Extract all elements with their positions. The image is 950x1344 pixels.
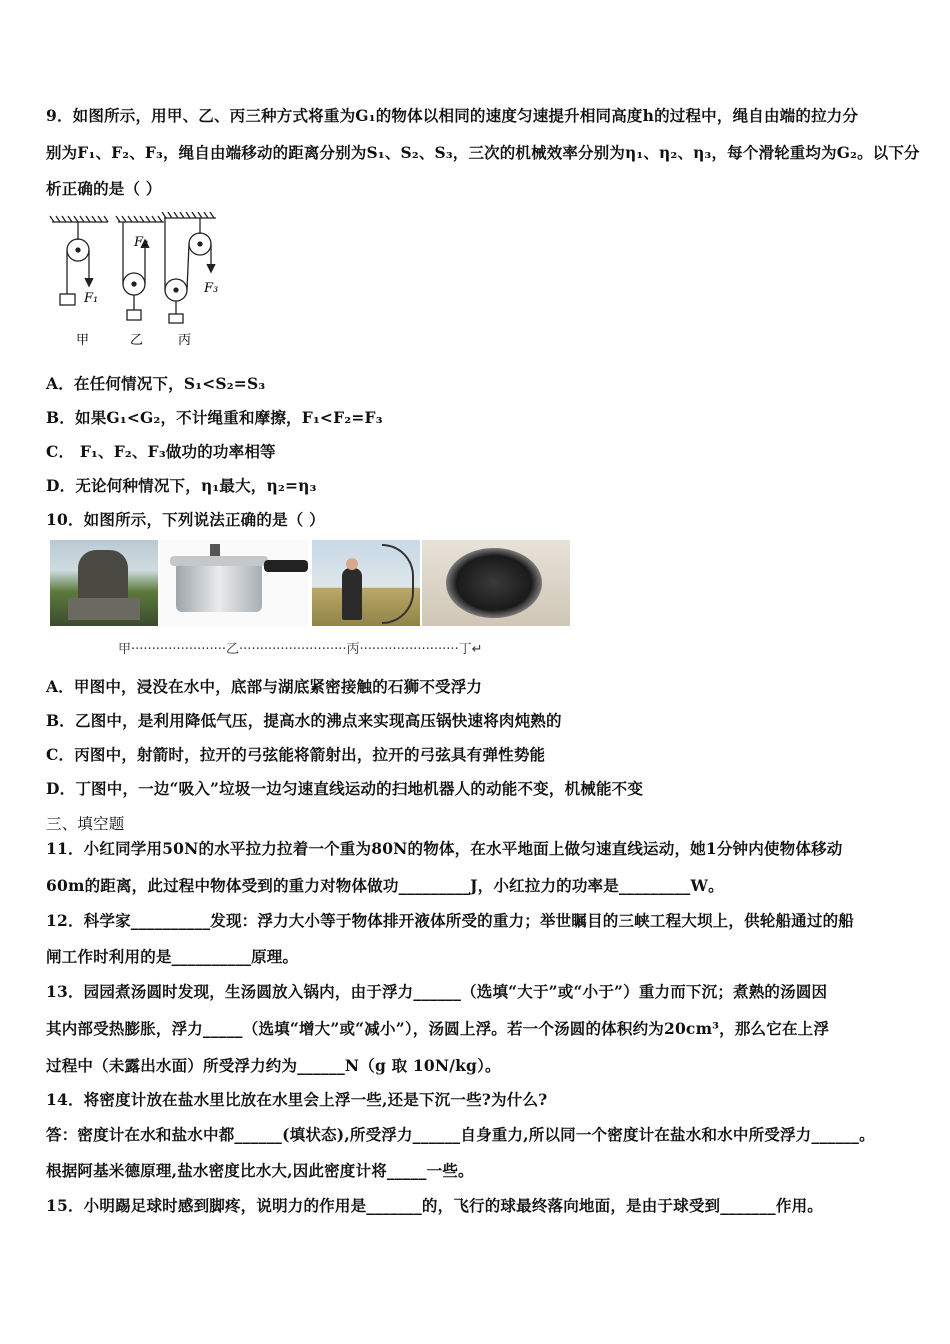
q9-stem-line1: 9．如图所示，用甲、乙、丙三种方式将重为G₁的物体以相同的速度匀速提升相同高度h的过程中，绳自由端的拉力分 — [46, 106, 859, 125]
pulley-figure — [46, 212, 236, 354]
q15-line1: 15．小明踢足球时感到脚疼，说明力的作用是_______的，飞行的球最终落向地面，是由于球受到_______作用。 — [46, 1196, 823, 1215]
q9-option-d: D．无论何种情况下，η₁最大，η₂=η₃ — [46, 476, 317, 495]
label-yi: 乙 — [130, 333, 144, 348]
q12-line2: 闸工作时利用的是__________原理。 — [46, 947, 299, 966]
q13-line3: 过程中（未露出水面）所受浮力约为______N（g 取 10N/kg）。 — [46, 1056, 501, 1075]
q13-line2: 其内部受热膨胀，浮力_____（选填“增大”或“减小”），汤圆上浮。若一个汤圆的体积约为20cm³，那么它在上浮 — [46, 1019, 830, 1038]
pressure-cooker-photo — [160, 540, 308, 626]
q10-option-d: D．丁图中，一边“吸入”垃圾一边匀速直线运动的扫地机器人的动能不变，机械能不变 — [46, 779, 644, 798]
q11-line2: 60m的距离，此过程中物体受到的重力对物体做功_________J，小红拉力的功率是_________W。 — [46, 876, 724, 895]
label-f3: F₃ — [204, 281, 219, 296]
archer-photo — [312, 540, 420, 626]
label-f2: F₂ — [134, 235, 149, 250]
q14-stem: 14．将密度计放在盐水里比放在水里会上浮一些,还是下沉一些?为什么? — [46, 1090, 548, 1109]
label-jia: 甲 — [76, 333, 90, 348]
stone-lion-photo — [50, 540, 158, 626]
q11-line1: 11．小红同学用50N的水平拉力拉着一个重为80N的物体，在水平地面上做匀速直线运动，她1分钟内使物体移动 — [46, 839, 843, 858]
q9-stem-line3: 析正确的是（ ） — [46, 179, 162, 198]
section-heading: 三、填空题 — [46, 815, 125, 833]
q12-line1: 12．科学家__________发现：浮力大小等于物体排开液体所受的重力；举世瞩目的三峡工程大坝上，供轮船通过的船 — [46, 911, 854, 930]
robot-vacuum-photo — [422, 540, 570, 626]
q14-answer-line1: 答：密度计在水和盐水中都______(填状态),所受浮力______自身重力,所以同一个密度计在盐水和水中所受浮力______。 — [46, 1125, 875, 1144]
q9-stem-line2: 别为F₁、F₂、F₃，绳自由端移动的距离分别为S₁、S₂、S₃，三次的机械效率分别为η₁、η₂、η₃，每个滑轮重均为G₂。以下分 — [46, 143, 920, 162]
q9-option-a: A．在任何情况下，S₁<S₂=S₃ — [46, 374, 266, 393]
q14-answer-line2: 根据阿基米德原理,盐水密度比水大,因此密度计将_____一些。 — [46, 1161, 474, 1180]
label-bing: 丙 — [178, 333, 192, 348]
q10-option-a: A．甲图中，浸没在水中，底部与湖底紧密接触的石狮不受浮力 — [46, 677, 483, 696]
q9-option-b: B．如果G₁<G₂，不计绳重和摩擦，F₁<F₂=F₃ — [46, 408, 383, 427]
q9-option-c: C． F₁、F₂、F₃做功的功率相等 — [46, 442, 276, 461]
q13-line1: 13．园园煮汤圆时发现，生汤圆放入锅内，由于浮力______（选填“大于”或“小于”）重力而下沉；煮熟的汤圆因 — [46, 982, 828, 1001]
q10-stem: 10．如图所示，下列说法正确的是（ ） — [46, 510, 325, 529]
label-f1: F₁ — [84, 291, 99, 306]
q10-caption: 甲·······················乙··························丙························丁↵ — [118, 642, 483, 657]
q10-option-b: B．乙图中，是利用降低气压，提高水的沸点来实现高压锅快速将肉炖熟的 — [46, 711, 562, 730]
q10-option-c: C．丙图中，射箭时，拉开的弓弦能将箭射出，拉开的弓弦具有弹性势能 — [46, 745, 546, 764]
